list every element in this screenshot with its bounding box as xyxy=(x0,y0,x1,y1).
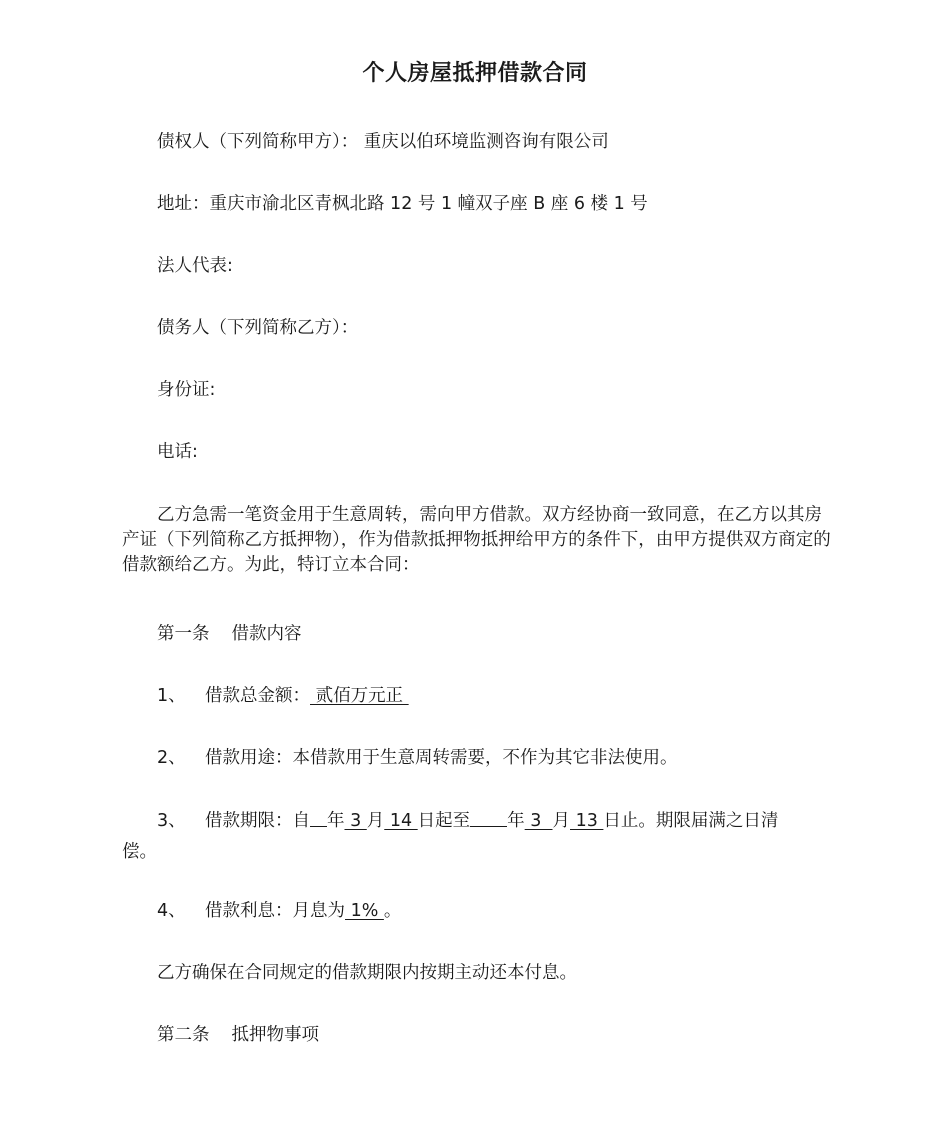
address-line: 地址：重庆市渝北区青枫北路 12 号 1 幢双子座 B 座 6 楼 1 号 xyxy=(157,194,648,214)
start-month-value: 3 xyxy=(344,811,367,831)
term-end-label: 日止。期限届满之日清 xyxy=(603,811,779,831)
item-3-continuation: 偿。 xyxy=(122,842,157,862)
id-card-line: 身份证: xyxy=(157,380,216,400)
item-4-interest xyxy=(157,899,401,923)
interest-rate-value: 1% xyxy=(345,901,384,921)
item-2-loan-purpose xyxy=(157,746,678,770)
item-4-end: 。 xyxy=(383,901,402,921)
month-label: 月 xyxy=(552,811,570,831)
year-label: 年 xyxy=(507,811,525,831)
item-1-number: 1、 xyxy=(157,686,186,706)
article-2-number: 第二条 xyxy=(157,1025,210,1045)
item-3-loan-term xyxy=(157,808,778,833)
intro-paragraph: 乙方急需一笔资金用于生意周转，需向甲方借款。双方经协商一致同意，在乙方以其房产证（下列简称乙方抵押物），作为借款抵押物抵押给甲方的条件下，由甲方提供双方商定的借款额给乙方。为此，特订立本合同： xyxy=(122,505,831,575)
article-1-number: 第一条 xyxy=(157,624,210,644)
page-title: 个人房屋抵押借款合同 xyxy=(362,61,588,86)
legal-rep-line: 法人代表: xyxy=(157,256,233,276)
item-4-label: 借款利息：月息为 xyxy=(205,901,345,921)
article-1-heading xyxy=(157,622,302,646)
end-year-blank xyxy=(470,808,507,827)
end-day-value: 13 xyxy=(570,811,604,831)
item-1-label: 借款总金额： xyxy=(205,686,310,706)
item-2-number: 2、 xyxy=(157,748,186,768)
item-3-number: 3、 xyxy=(157,811,186,831)
year-label: 年 xyxy=(327,811,345,831)
repayment-line: 乙方确保在合同规定的借款期限内按期主动还本付息。 xyxy=(157,963,577,983)
term-to-label: 日起至 xyxy=(417,811,471,831)
term-from-label: 借款期限：自 xyxy=(205,811,310,831)
item-2-text: 借款用途：本借款用于生意周转需要，不作为其它非法使用。 xyxy=(205,748,678,768)
phone-line: 电话: xyxy=(157,442,198,462)
item-1-loan-amount xyxy=(157,684,409,708)
loan-amount-value: 贰佰万元正 xyxy=(310,686,409,706)
start-year-blank xyxy=(310,808,327,827)
article-2-title: 抵押物事项 xyxy=(231,1025,319,1045)
month-label: 月 xyxy=(366,811,385,831)
start-day-value: 14 xyxy=(384,811,418,831)
end-month-value: 3 xyxy=(524,811,553,831)
article-1-title: 借款内容 xyxy=(231,624,302,644)
item-4-number: 4、 xyxy=(157,901,186,921)
debtor-line: 债务人（下列简称乙方）： xyxy=(157,318,359,338)
creditor-line: 债权人（下列简称甲方）： 重庆以伯环境监测咨询有限公司 xyxy=(157,132,609,152)
article-2-heading xyxy=(157,1023,319,1047)
